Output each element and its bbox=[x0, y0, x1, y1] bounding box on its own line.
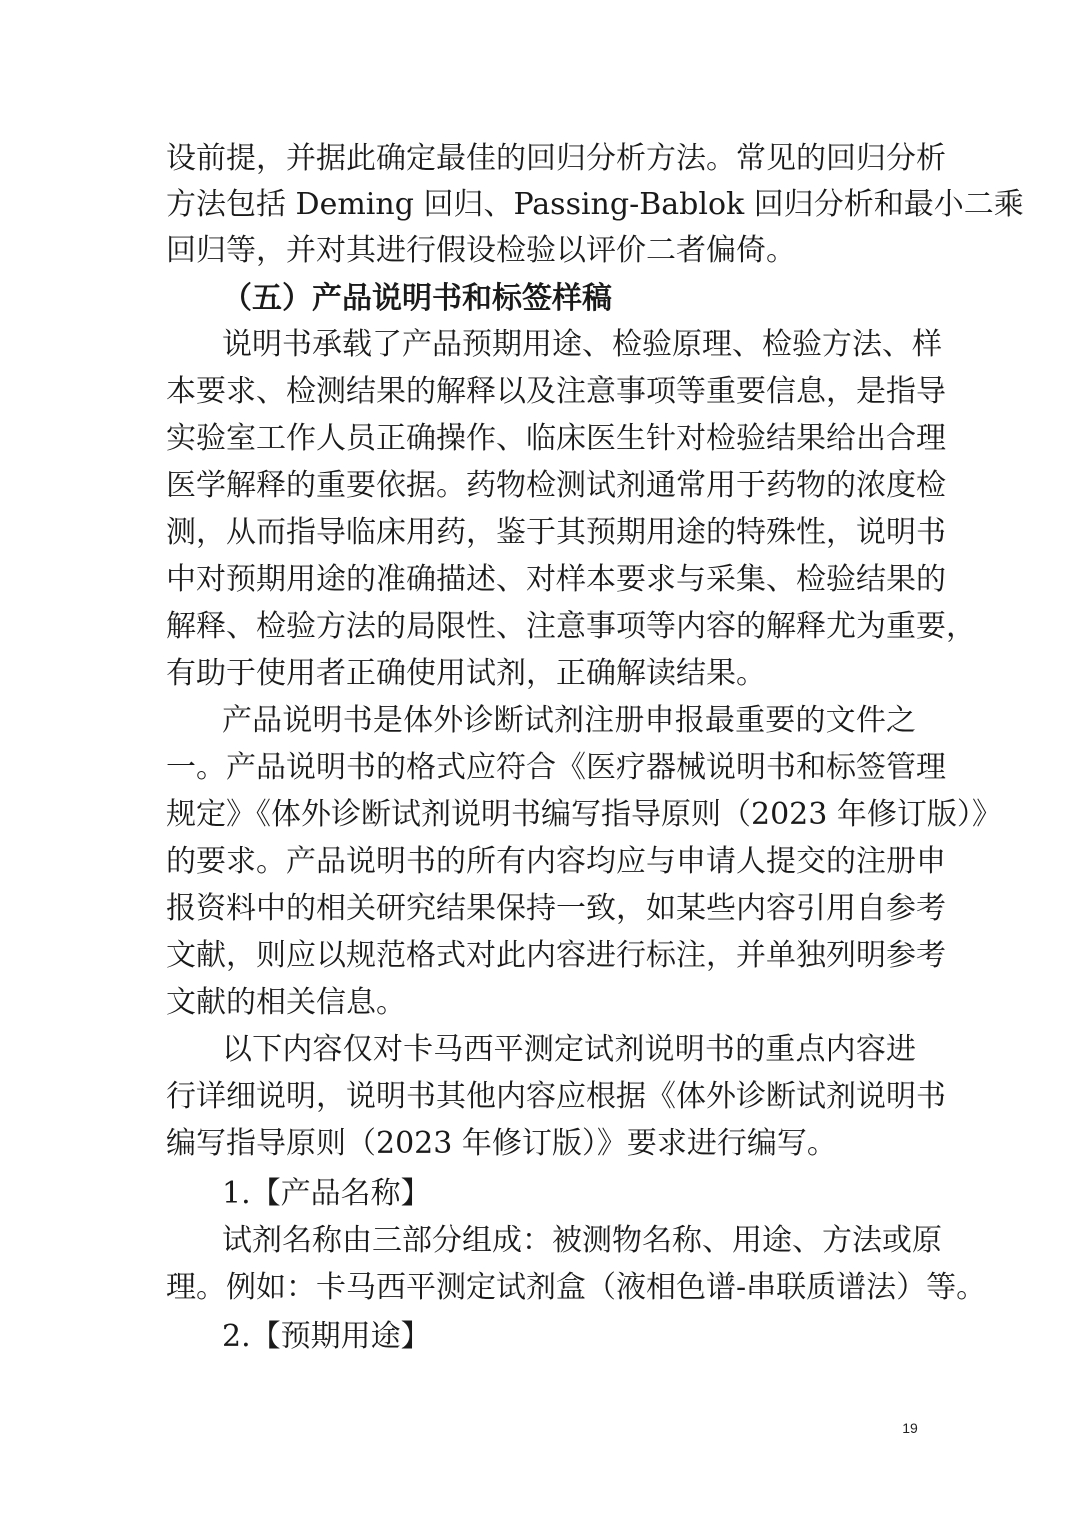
paragraph-line: 有助于使用者正确使用试剂，正确解读结果。 bbox=[166, 656, 766, 691]
paragraph-line: 行详细说明，说明书其他内容应根据《体外诊断试剂说明书 bbox=[166, 1079, 946, 1114]
paragraph-line: 实验室工作人员正确操作、临床医生针对检验结果给出合理 bbox=[166, 421, 946, 456]
paragraph-line: 产品说明书是体外诊断试剂注册申报最重要的文件之 bbox=[222, 703, 916, 738]
paragraph-line: 本要求、检测结果的解释以及注意事项等重要信息，是指导 bbox=[166, 374, 946, 409]
section-heading: （五）产品说明书和标签样稿 bbox=[222, 281, 612, 316]
paragraph-line: 规定》《体外诊断试剂说明书编写指导原则（2023 年修订版）》 bbox=[166, 797, 1002, 832]
paragraph-line: 方法包括 Deming 回归、Passing-Bablok 回归分析和最小二乘 bbox=[166, 187, 1024, 222]
paragraph-line: 设前提，并据此确定最佳的回归分析方法。常见的回归分析 bbox=[166, 141, 946, 176]
paragraph-line: 报资料中的相关研究结果保持一致，如某些内容引用自参考 bbox=[166, 891, 946, 926]
paragraph-line: 理。例如：卡马西平测定试剂盒（液相色谱-串联质谱法）等。 bbox=[166, 1270, 987, 1305]
paragraph-line: 文献的相关信息。 bbox=[166, 985, 406, 1020]
paragraph-line: 解释、检验方法的局限性、注意事项等内容的解释尤为重要， bbox=[166, 609, 976, 644]
subsection-heading: 1.【产品名称】 bbox=[222, 1176, 431, 1211]
paragraph-line: 编写指导原则（2023 年修订版）》要求进行编写。 bbox=[166, 1126, 837, 1161]
paragraph-line: 的要求。产品说明书的所有内容均应与申请人提交的注册申 bbox=[166, 844, 946, 879]
paragraph-line: 试剂名称由三部分组成：被测物名称、用途、方法或原 bbox=[222, 1223, 942, 1258]
paragraph-line: 回归等，并对其进行假设检验以评价二者偏倚。 bbox=[166, 233, 796, 268]
paragraph-line: 测，从而指导临床用药，鉴于其预期用途的特殊性，说明书 bbox=[166, 515, 946, 550]
paragraph-line: 以下内容仅对卡马西平测定试剂说明书的重点内容进 bbox=[222, 1032, 916, 1067]
page-number: 19 bbox=[902, 1420, 918, 1436]
paragraph-line: 一。产品说明书的格式应符合《医疗器械说明书和标签管理 bbox=[166, 750, 946, 785]
paragraph-line: 文献，则应以规范格式对此内容进行标注，并单独列明参考 bbox=[166, 938, 946, 973]
paragraph-line: 医学解释的重要依据。药物检测试剂通常用于药物的浓度检 bbox=[166, 468, 946, 503]
paragraph-line: 中对预期用途的准确描述、对样本要求与采集、检验结果的 bbox=[166, 562, 946, 597]
subsection-heading: 2.【预期用途】 bbox=[222, 1319, 431, 1354]
paragraph-line: 说明书承载了产品预期用途、检验原理、检验方法、样 bbox=[222, 327, 942, 362]
